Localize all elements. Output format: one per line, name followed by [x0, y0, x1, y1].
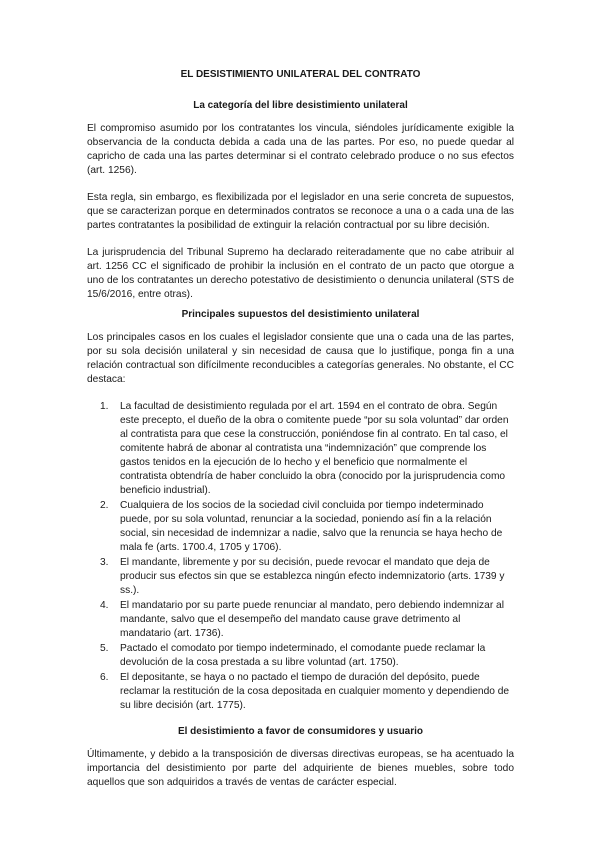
paragraph-intro: Los principales casos en los cuales el legislador consiente que una o cada una de las partes, por su sola decisión unilateral y sin necesidad de causa que lo justifique, ponga fin a una relación contractual son difícilmente reconducibles a categorías generales. No obstante, el CC destaca:	[87, 332, 514, 385]
list-item	[100, 642, 514, 670]
list-item-text: El mandatario por su parte puede renunciar al mandato, pero debiendo indemnizar al mandante, salvo que el desempeño del mandato cause grave detrimento al mandatario (art. 1736).	[120, 600, 504, 639]
list-item-text: Pactado el comodato por tiempo indeterminado, el comodante puede reclamar la devolución de la cosa prestada a su libre voluntad (art. 1750).	[120, 643, 486, 668]
list-item-text: La facultad de desistimiento regulada por el art. 1594 en el contrato de obra. Según este precepto, el dueño de la obra o comitente puede “por su sola voluntad” dar orden al contratista para que cese la construcción, poniéndose fin al contrato. En tal caso, el comitente habrá de abonar al contratista una “indemnización” que comprende los gastos tenidos en la ejecución de lo hecho y el beneficio que normalmente el contratista obtendría de haber concluido la obra (conocido por la jurisprudencia como beneficio industrial).	[120, 401, 509, 496]
list-item	[100, 400, 514, 498]
paragraph: El compromiso asumido por los contratantes los vincula, siéndoles jurídicamente exigible la observancia de la conducta debida a cada una de las partes. Por eso, no puede quedar al capricho de cada una las partes determinar si el contrato celebrado produce o no sus efectos (art. 1256).	[87, 123, 514, 176]
paragraph: La jurisprudencia del Tribunal Supremo ha declarado reiteradamente que no cabe atribuir al art. 1256 CC el significado de prohibir la inclusión en el contrato de un pacto que otorgue a uno de los contratantes un derecho potestativo de desistimiento o denuncia unilateral (STS de 15/6/2016, entre otras).	[87, 247, 514, 300]
list-item	[100, 671, 514, 713]
section-heading-categoria: La categoría del libre desistimiento unilateral	[193, 100, 408, 111]
document-title: EL DESISTIMIENTO UNILATERAL DEL CONTRATO	[180, 69, 421, 80]
list-item-text: Cualquiera de los socios de la sociedad civil concluida por tiempo indeterminado puede, por su sola voluntad, renunciar a la sociedad, poniendo así fin a la relación social, sin necesidad de indemnizar a nadie, salvo que la renuncia se haya hecho de mala fe (arts. 1700.4, 1705 y 1706).	[120, 500, 503, 553]
section-heading-supuestos: Principales supuestos del desistimiento unilateral	[181, 309, 420, 320]
list-number: 2.	[100, 500, 109, 511]
list-number: 1.	[100, 401, 109, 412]
list-number: 5.	[100, 643, 109, 654]
document-body	[87, 68, 514, 803]
section-heading-consumidores: El desistimiento a favor de consumidores y usuario	[177, 726, 424, 737]
list-number: 3.	[100, 557, 109, 568]
cases-list	[87, 400, 514, 713]
list-number: 6.	[100, 672, 109, 683]
paragraph: Últimamente, y debido a la transposición de diversas directivas europeas, se ha acentuado la importancia del desistimiento por parte del adquiriente de bienes muebles, sobre todo aquellos que son adquiridos a través de ventas de carácter especial.	[87, 749, 514, 788]
paragraph: Esta regla, sin embargo, es flexibilizada por el legislador en una serie concreta de supuestos, que se caracterizan porque en determinados contratos se reconoce a una o a cada una de las partes contratantes la posibilidad de extinguir la relación contractual por su libre decisión.	[87, 192, 514, 231]
list-item	[100, 556, 514, 598]
list-item	[100, 499, 514, 555]
list-item	[100, 599, 514, 641]
list-item-text: El mandante, libremente y por su decisión, puede revocar el mandato que deja de producir sus efectos sin que se establezca ningún efecto indemnizatorio (arts. 1739 y ss.).	[120, 557, 505, 596]
list-number: 4.	[100, 600, 109, 611]
list-item-text: El depositante, se haya o no pactado el tiempo de duración del depósito, puede reclamar la restitución de la cosa depositada en cualquier momento y dependiendo de su libre decisión (art. 1775).	[120, 672, 510, 711]
